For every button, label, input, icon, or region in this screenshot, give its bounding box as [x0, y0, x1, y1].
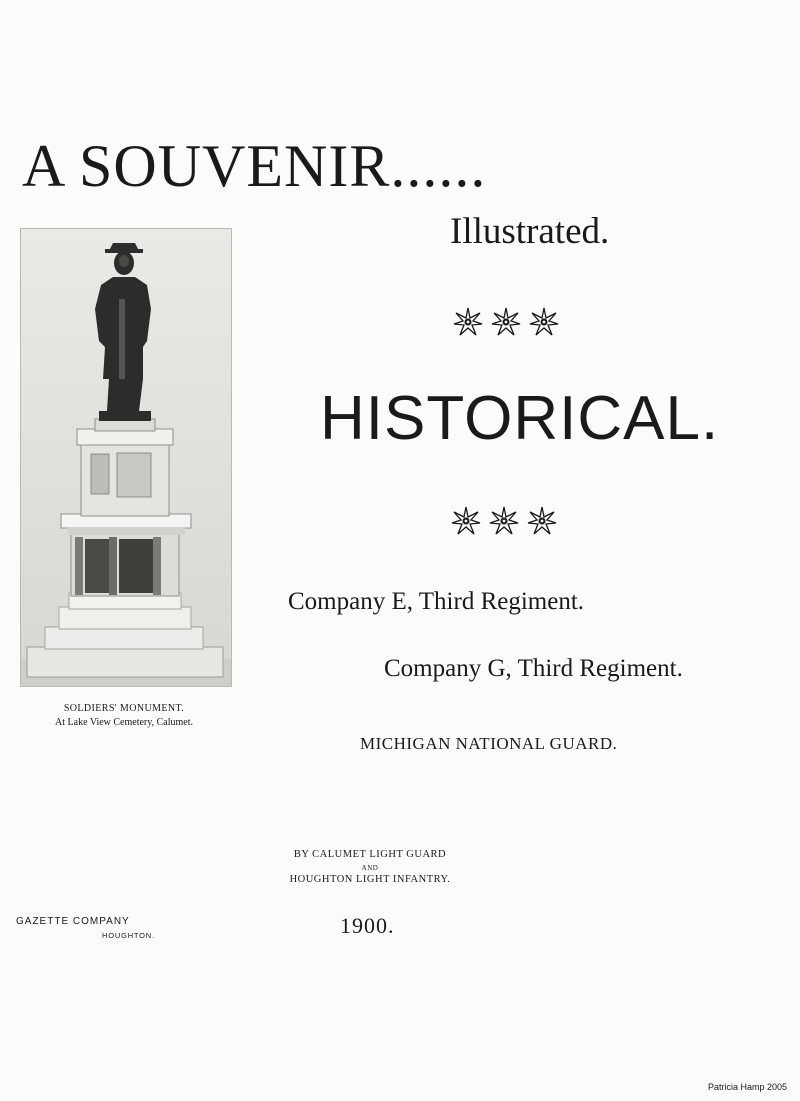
page-subtitle: Illustrated. — [450, 211, 610, 252]
ornament-row-bottom — [451, 506, 557, 536]
byline-houghton: HOUGHTON LIGHT INFANTRY. — [289, 874, 451, 885]
ornament-row-top — [453, 307, 559, 337]
asterisk-flower-icon — [491, 307, 521, 337]
byline-and: AND — [361, 864, 379, 872]
historical-heading: HISTORICAL. — [320, 384, 720, 453]
publisher-name: GAZETTE COMPANY — [16, 916, 130, 927]
photo-caption-location: At Lake View Cemetery, Calumet. — [55, 717, 193, 728]
soldiers-monument-photo — [20, 228, 232, 687]
scan-credit: Patricia Hamp 2005 — [708, 1082, 788, 1092]
asterisk-flower-icon — [529, 307, 559, 337]
asterisk-flower-icon — [527, 506, 557, 536]
publication-year: 1900. — [340, 913, 395, 938]
publisher-city: HOUGHTON. — [102, 931, 155, 940]
byline-calumet: BY CALUMET LIGHT GUARD — [293, 849, 447, 860]
asterisk-flower-icon — [451, 506, 481, 536]
photo-caption-title: SOLDIERS' MONUMENT. — [63, 703, 185, 714]
national-guard-line: MICHIGAN NATIONAL GUARD. — [360, 734, 618, 753]
company-e-line: Company E, Third Regiment. — [288, 588, 585, 615]
asterisk-flower-icon — [489, 506, 519, 536]
asterisk-flower-icon — [453, 307, 483, 337]
company-g-line: Company G, Third Regiment. — [384, 655, 683, 682]
page-title: A SOUVENIR...... — [22, 133, 487, 199]
